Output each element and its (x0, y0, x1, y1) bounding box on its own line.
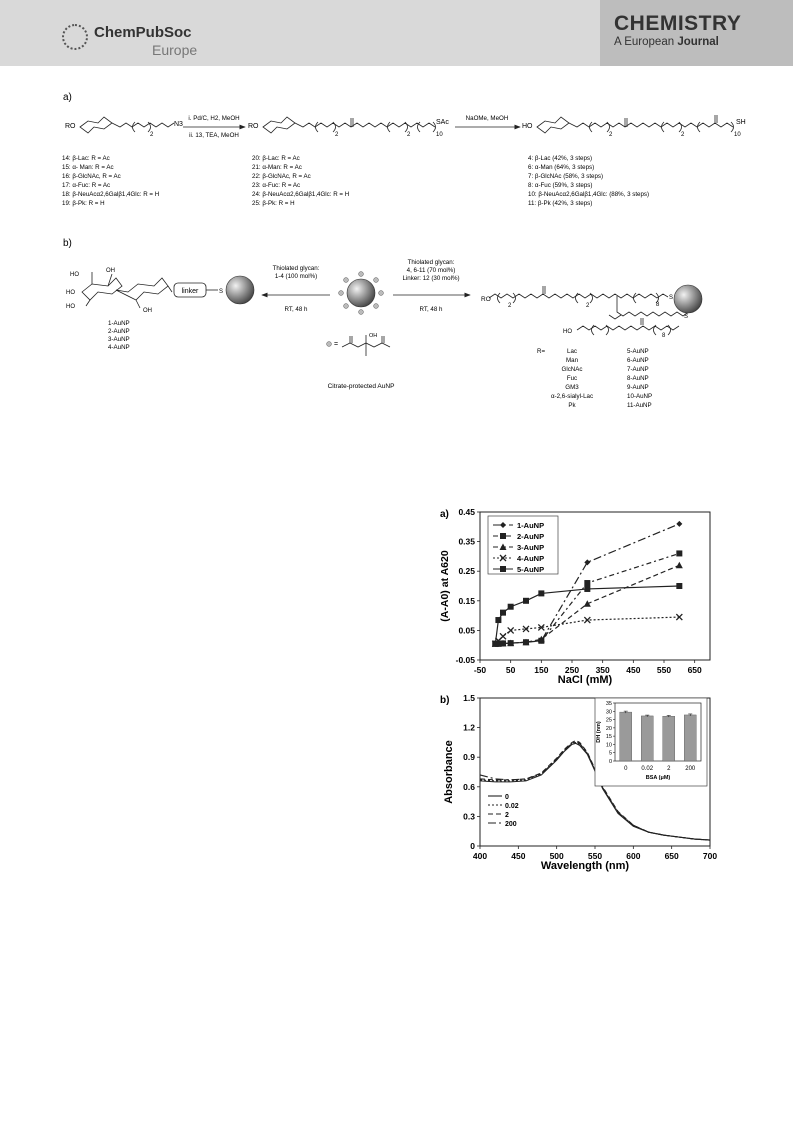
aunp-left-item: 2-AuNP (108, 328, 130, 335)
mid-list-item: 25: β-Pk: R = H (252, 200, 295, 207)
left-list-item: 14: β-Lac: R = Ac (62, 155, 110, 162)
left-list-item: 17: α-Fuc: R = Ac (62, 182, 111, 189)
step2-label: NaOMe, MeOH (465, 115, 509, 122)
right-list-item: 8: α-Fuc (59%, 3 steps) (528, 182, 593, 189)
y-tick-label: 0.9 (463, 752, 475, 763)
mid-list-item: 22: β-GlcNAc, R = Ac (252, 173, 311, 180)
right-list-item: 10: β-NeuAcα2,6Galβ1,4Glc: (88%, 3 steps) (528, 191, 650, 198)
compound-thioacetate-structure (263, 117, 436, 133)
azide-label: N3 (174, 121, 183, 128)
publisher-name: ChemPubSoc (94, 24, 192, 41)
left-list-item: 18: β-NeuAcα2,6Galβ1,4Glc: R = H (62, 191, 160, 198)
aunp-left-item: 1-AuNP (108, 320, 130, 327)
legend-label: 200 (505, 821, 517, 828)
x-tick-label: 600 (626, 851, 641, 861)
data-point (538, 590, 544, 596)
aunp-left-item: 4-AuNP (108, 344, 130, 351)
publisher-logo-icon (62, 24, 88, 50)
r-table-r: α-2,6-sialyl-Lac (550, 393, 594, 400)
chart-a-ylabel: (A-A0) at A620 (439, 550, 451, 622)
ho-label-b2: HO (66, 290, 75, 296)
inset-bar (641, 716, 653, 761)
r-table-np: 5-AuNP (627, 348, 649, 355)
legend-label: 2 (505, 812, 509, 819)
data-point (492, 641, 498, 647)
gold-nanoparticle-left (226, 276, 254, 304)
ho-label-product: HO (563, 329, 572, 335)
data-point (500, 633, 506, 639)
data-point (676, 583, 682, 589)
scheme-panel-a-label: a) (63, 92, 72, 103)
y-tick-label: -0.05 (455, 655, 475, 665)
mid-list-item: 20: β-Lac: R = Ac (252, 155, 300, 162)
left-list-item: 19: β-Pk: R = H (62, 200, 105, 207)
series-line (495, 617, 679, 644)
y-tick-label: 0.15 (458, 595, 475, 606)
legend-marker (500, 566, 506, 572)
y-tick-label: 1.2 (463, 722, 475, 733)
right-list-item: 11: β-Pk (42%, 3 steps) (528, 200, 593, 207)
citrate-aunp (339, 272, 384, 315)
data-point (584, 559, 590, 565)
middle-compound-list (252, 155, 349, 207)
mid-list-item: 21: α-Man: R = Ac (252, 164, 302, 171)
lactose-structure (82, 272, 172, 308)
chart-a-panel-label: a) (440, 509, 449, 520)
ho-label-b3: HO (66, 304, 75, 310)
x-tick-label: 250 (564, 665, 580, 675)
r-table-np: 7-AuNP (627, 366, 649, 373)
data-point (523, 598, 529, 604)
chart-absorbance (430, 686, 720, 876)
left-list-item: 15: α- Man: R = Ac (62, 164, 114, 171)
mid-list-item: 23: α-Fuc: R = Ac (252, 182, 301, 189)
thioacetate-label: SAc (436, 119, 449, 126)
synthesis-scheme (0, 80, 793, 510)
sub-8-b: 8 (662, 333, 666, 339)
data-point (500, 610, 506, 616)
y-tick-label: 0.6 (463, 781, 475, 792)
linker-label: linker (181, 288, 199, 295)
journal-title: CHEMISTRY (614, 12, 742, 35)
inset-y-tick-label: 5 (608, 750, 612, 757)
data-point (676, 562, 683, 569)
journal-subtitle (614, 36, 719, 48)
legend-label: 1-AuNP (517, 521, 545, 530)
inset-bar (663, 716, 675, 761)
gold-nanoparticle-right (674, 285, 702, 313)
left-list-item: 16: β-GlcNAc, R = Ac (62, 173, 121, 180)
x-tick-label: 450 (511, 851, 526, 861)
data-point (508, 627, 514, 633)
x-tick-label: 350 (595, 665, 610, 675)
data-point (676, 614, 682, 620)
data-point (584, 600, 591, 607)
journal-banner (600, 0, 793, 66)
aunp-left-item: 3-AuNP (108, 336, 130, 343)
r-table-r: Lac (567, 348, 577, 355)
left-arrow-line2: 1-4 (100 mol%) (274, 273, 318, 280)
sulfur-label-right2: S (684, 314, 689, 320)
thiol-label: SH (736, 119, 746, 126)
r-table-np: 8-AuNP (627, 375, 649, 382)
chart-b-panel-label: b) (440, 695, 450, 706)
data-point (676, 550, 682, 556)
inset-y-tick-label: 20 (605, 725, 612, 732)
inset-x-tick-label: 0 (624, 766, 628, 772)
right-arrow-line4: RT, 48 h (419, 306, 443, 313)
inset-y-tick-label: 15 (605, 734, 612, 741)
publisher-sub: Europe (152, 42, 198, 58)
ho-label-a: HO (522, 123, 533, 130)
inset-bar (620, 712, 632, 761)
y-tick-label: 0.3 (463, 811, 475, 822)
step1-i: i. Pd/C, H2, MeOH (188, 115, 240, 122)
inset-x-tick-label: 0.02 (641, 766, 654, 772)
data-point (508, 604, 514, 610)
right-compound-list (528, 155, 649, 207)
left-compound-list (62, 155, 159, 207)
sub-2-g: 2 (586, 303, 590, 309)
inset-x-tick-label: 2 (667, 766, 671, 772)
sub-8-a: 8 (656, 302, 660, 308)
legend-marker (500, 533, 506, 539)
r-table-r: GM3 (565, 384, 579, 391)
legend-label: 3-AuNP (517, 543, 545, 552)
r-label-product: RO (481, 296, 491, 303)
sulfur-label-right1: S (669, 295, 674, 301)
journal-sub-prefix: A European (614, 36, 675, 48)
x-tick-label: 650 (687, 665, 702, 675)
x-tick-label: 500 (549, 851, 564, 861)
sub-2-c: 2 (407, 132, 411, 138)
r-table-np: 9-AuNP (627, 384, 649, 391)
data-point (495, 617, 501, 623)
right-arrow-line1: Thiolated glycan: (407, 259, 455, 266)
series-line (495, 586, 679, 644)
sub-2-b: 2 (335, 132, 339, 138)
y-tick-label: 0.45 (458, 507, 475, 517)
journal-sub-bold: Journal (677, 36, 719, 48)
right-arrow-line3: Linker: 12 (30 mol%) (402, 275, 460, 282)
sub-2-d: 2 (609, 132, 613, 138)
r-table-np: 11-AuNP (627, 402, 652, 409)
mid-list-item: 24: β-NeuAcα2,6Galβ1,4Glc: R = H (252, 191, 350, 198)
x-tick-label: -50 (473, 665, 487, 675)
citrate-oh: OH (369, 333, 378, 339)
inset-y-tick-label: 0 (608, 759, 612, 765)
r-equals-label: R= (537, 348, 546, 355)
oh-label-b1: OH (106, 268, 115, 274)
right-list-item: 7: β-GlcNAc (58%, 3 steps) (528, 173, 604, 180)
equals-sign: = (334, 341, 339, 348)
r-table-r: Fuc (566, 375, 578, 382)
x-tick-label: 550 (587, 851, 603, 861)
ho-label-b1: HO (70, 272, 79, 278)
r-substituent-table (537, 348, 652, 409)
compound-thiol-structure (537, 115, 734, 133)
inset-y-tick-label: 35 (605, 701, 612, 707)
legend-label: 5-AuNP (517, 565, 545, 574)
citrate-legend-icon (327, 342, 332, 347)
chart-b-legend (488, 794, 519, 828)
page-header (0, 0, 793, 66)
inset-x-tick-label: 200 (685, 766, 696, 772)
x-tick-label: 650 (664, 851, 679, 861)
citrate-caption: Citrate-protected AuNP (327, 383, 395, 390)
sulfur-label-left: S (219, 289, 224, 295)
r-table-np: 10-AuNP (627, 393, 653, 400)
right-list-item: 4: β-Lac (42%, 3 steps) (528, 155, 593, 162)
right-arrow-line2: 4, 6-11 (70 mol%) (406, 267, 456, 274)
sub-2-a: 2 (150, 132, 154, 138)
inset-y-tick-label: 25 (605, 717, 612, 724)
r-table-np: 6-AuNP (627, 357, 649, 364)
sub-10-b: 10 (734, 132, 741, 138)
data-point (584, 586, 590, 592)
r-table-r: Man (565, 357, 579, 364)
data-point (676, 521, 682, 527)
compound-azide-structure (80, 117, 174, 133)
data-point (584, 617, 590, 623)
x-tick-label: 550 (656, 665, 672, 675)
r-o-label-2: RO (248, 123, 259, 130)
y-tick-label: 0.05 (458, 625, 475, 636)
y-tick-label: 0.25 (458, 566, 475, 577)
sub-2-e: 2 (681, 132, 685, 138)
r-table-r: Pk (568, 402, 576, 409)
left-arrow-line3: RT, 48 h (284, 306, 308, 313)
chart-aggregation (430, 500, 720, 690)
x-tick-label: 450 (626, 665, 641, 675)
inset-ylabel: DH (nm) (596, 721, 602, 743)
chart-a-xlabel: NaCl (mM) (557, 674, 613, 686)
r-o-label: RO (65, 123, 76, 130)
chart-b-ylabel: Absorbance (443, 740, 455, 804)
x-tick-label: 400 (472, 851, 488, 861)
chart-b-xlabel: Wavelength (nm) (540, 860, 630, 872)
data-point (584, 580, 590, 586)
inset-xlabel: BSA (μM) (645, 775, 671, 781)
y-tick-label: 0 (470, 841, 475, 851)
y-tick-label: 0.35 (458, 536, 475, 547)
legend-label: 2-AuNP (517, 532, 545, 541)
aunp-left-list (108, 320, 130, 351)
inset-y-tick-label: 30 (605, 709, 612, 716)
r-table-r: GlcNAc (561, 366, 583, 373)
step1-ii: ii. 13, TEA, MeOH (189, 132, 239, 139)
inset-y-tick-label: 10 (605, 742, 612, 749)
x-tick-label: 50 (505, 665, 516, 675)
inset-bar (684, 715, 696, 761)
x-tick-label: 700 (702, 851, 718, 861)
y-tick-label: 1.5 (463, 693, 475, 703)
citrate-structure (342, 335, 390, 356)
chart-b-inset (595, 698, 707, 786)
chart-a-legend (488, 516, 558, 574)
legend-label: 0 (505, 794, 509, 801)
legend-label: 0.02 (505, 803, 519, 810)
scheme-panel-b-label: b) (63, 238, 72, 249)
x-tick-label: 150 (534, 665, 549, 675)
sub-2-f: 2 (508, 303, 512, 309)
sub-10-a: 10 (436, 132, 443, 138)
legend-label: 4-AuNP (517, 554, 545, 563)
right-list-item: 6: α-Man (64%, 3 steps) (528, 164, 595, 171)
oh-label-b2: OH (143, 308, 152, 314)
glycan-aunp-product-structure (489, 286, 689, 335)
left-arrow-line1: Thiolated glycan: (272, 265, 320, 272)
